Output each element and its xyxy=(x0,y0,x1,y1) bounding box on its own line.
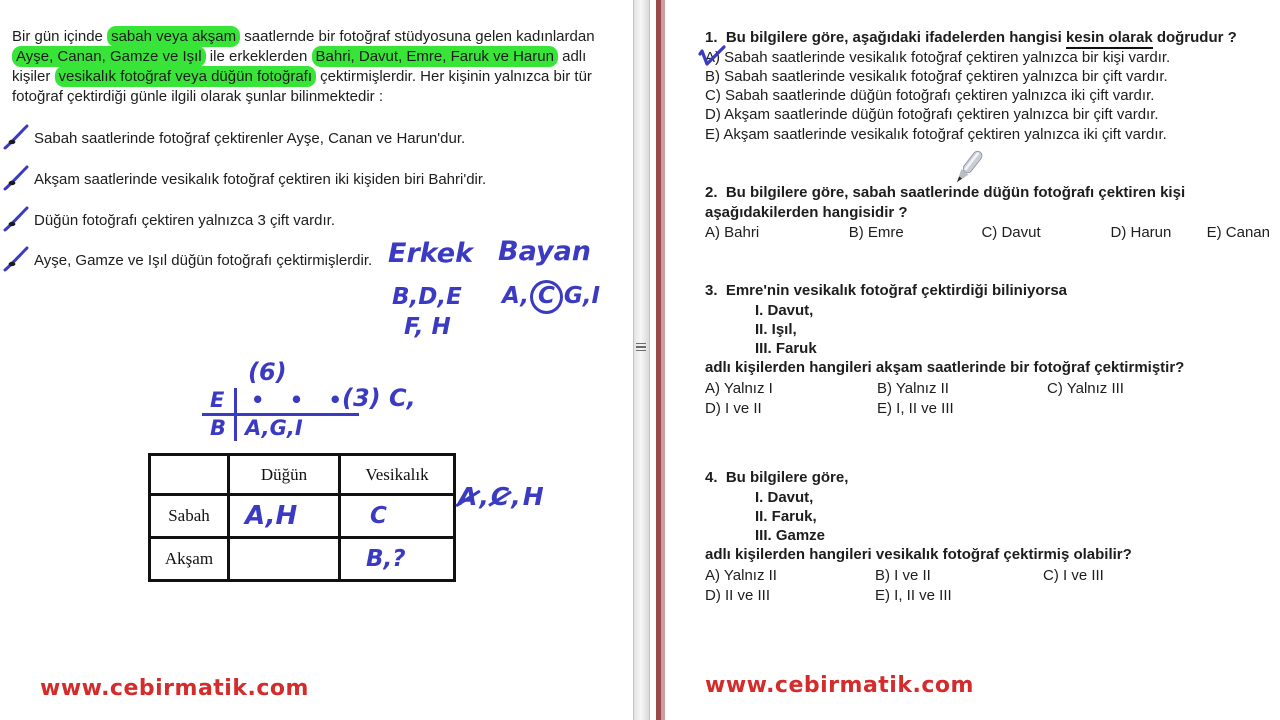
clue-item xyxy=(34,212,335,229)
handwritten-letters: G,I xyxy=(563,283,601,309)
question-3-items xyxy=(755,301,1270,359)
table-header-vesikalik: Vesikalık xyxy=(340,455,455,495)
handwritten-letter: H xyxy=(522,482,546,511)
ratio-bottom-set: A,G,I xyxy=(234,413,359,441)
clue-item xyxy=(34,130,465,147)
table-row-sabah xyxy=(150,495,455,538)
question-4-items xyxy=(755,488,1270,546)
handwritten-side-note xyxy=(458,482,546,511)
highlighted-text: sabah veya akşam xyxy=(107,26,240,47)
clue-item xyxy=(34,171,486,188)
roman-item-3: III. Gamze xyxy=(755,527,826,545)
watermark-left: www.cebirmatik.com xyxy=(40,676,309,701)
check-icon xyxy=(2,124,30,152)
highlighted-text: Bahri, Davut, Emre, Faruk ve Harun xyxy=(312,46,558,67)
roman-item-1: I. Davut, xyxy=(755,488,814,506)
table-row-aksam xyxy=(150,538,455,581)
option-a: A) Bahri xyxy=(705,224,760,241)
question-1 xyxy=(705,28,1270,144)
clue-item xyxy=(34,252,372,269)
roman-item-1: I. Davut, xyxy=(755,301,814,319)
handwritten-count-three: (3) C, xyxy=(342,384,416,412)
handwritten-erkek-set2: F, H xyxy=(404,314,451,340)
intro-text: saatlernde bir fotoğraf stüdyosuna gelen kadınlardan xyxy=(240,28,595,45)
stem-text: doğrudur ? xyxy=(1152,29,1237,46)
check-icon xyxy=(2,246,30,274)
handwritten-count-six: (6) xyxy=(248,358,287,386)
handwritten-letters: A, xyxy=(502,283,529,309)
question-3-options-row2 xyxy=(705,399,1270,418)
question-1-option-e: E) Akşam saatlerinde vesikalık fotoğraf çektiren yalnızca iki çift vardır. xyxy=(705,125,1167,143)
option-e: E) I, II ve III xyxy=(877,400,954,418)
intro-text: ile erkeklerden xyxy=(205,48,312,65)
question-1-stem xyxy=(705,28,1270,48)
option-c: C) I ve III xyxy=(1043,566,1104,584)
roman-item-2: II. Işıl, xyxy=(755,320,797,338)
clue-text: Ayşe, Gamze ve Işıl düğün fotoğrafı çektirmişlerdir. xyxy=(34,252,373,269)
question-2 xyxy=(705,183,1270,242)
option-c: C) Yalnız III xyxy=(1047,379,1124,397)
question-4-options-row2 xyxy=(705,586,1270,605)
question-4-stem: 4. Bu bilgilere göre, xyxy=(705,469,849,486)
intro-text: çektirmişlerdir. Her kişinin yalnızca bir tür xyxy=(316,68,592,85)
struck-letter: A xyxy=(458,482,480,511)
option-c: C) Davut xyxy=(981,224,1041,241)
option-d: D) II ve III xyxy=(705,587,771,605)
page-divider-line-light xyxy=(661,0,665,720)
answer-check-icon xyxy=(698,44,728,70)
option-e: E) I, II ve III xyxy=(875,587,952,605)
handwritten-cell-value: B,? xyxy=(366,546,406,572)
handwritten-cell-value: A,H xyxy=(245,501,298,531)
intro-line-4 xyxy=(12,87,612,107)
struck-letter: C xyxy=(490,482,512,511)
handwritten-ratio-diagram xyxy=(202,388,359,441)
stem-text: 1. Bu bilgilere göre, aşağıdaki ifadelerden hangisi xyxy=(705,29,1066,46)
check-icon xyxy=(2,206,30,234)
intro-line-1 xyxy=(12,27,612,47)
scrollbar-grip-icon[interactable] xyxy=(636,338,646,356)
table-header-row xyxy=(150,455,455,495)
intro-line-2 xyxy=(12,47,612,67)
question-2-stem: 2. Bu bilgilere göre, sabah saatlerinde düğün fotoğrafı çektiren kişi xyxy=(705,184,1186,201)
intro-line-3 xyxy=(12,67,612,87)
roman-item-2: II. Faruk, xyxy=(755,507,817,525)
clue-text: Sabah saatlerinde fotoğraf çektirenler Ayşe, Canan ve Harun'dur. xyxy=(34,130,466,147)
pen-cursor-icon xyxy=(949,146,987,190)
option-d: D) I ve II xyxy=(705,400,762,418)
option-b: B) Yalnız II xyxy=(877,379,949,397)
option-b: B) I ve II xyxy=(875,566,931,584)
question-3 xyxy=(705,281,1270,418)
intro-text: fotoğraf çektirdiği günle ilgili olarak şunlar bilinmektedir : xyxy=(12,88,384,105)
cell-sabah-vesikalik xyxy=(340,495,455,538)
question-2-options xyxy=(705,223,1270,242)
handwritten-bayan-set xyxy=(502,280,600,314)
option-d: D) Harun xyxy=(1110,224,1172,241)
question-1-option-d: D) Akşam saatlerinde düğün fotoğrafı çektiren yalnızca bir çift vardır. xyxy=(705,106,1159,124)
row-label: Sabah xyxy=(150,495,229,538)
clue-text: Düğün fotoğrafı çektiren yalnızca 3 çift vardır. xyxy=(34,212,335,229)
table-header-dugun: Düğün xyxy=(229,455,340,495)
handwritten-erkek-set: B,D,E xyxy=(392,284,462,310)
question-1-option-b: B) Sabah saatlerinde vesikalık fotoğraf çektiren yalnızca bir çift vardır. xyxy=(705,67,1168,85)
question-1-option-c: C) Sabah saatlerinde düğün fotoğrafı çektiren yalnızca iki çift vardır. xyxy=(705,87,1155,105)
underlined-text: kesin olarak xyxy=(1066,29,1153,49)
intro-text: adlı xyxy=(557,48,587,65)
question-3-stem: 3. Emre'nin vesikalık fotoğraf çektirdiği biliniyorsa xyxy=(705,282,1068,299)
vertical-scrollbar[interactable] xyxy=(633,0,650,720)
ratio-bottom-label: B xyxy=(202,413,234,441)
question-4-options-row1 xyxy=(705,566,1270,585)
cell-aksam-vesikalik xyxy=(340,538,455,581)
ratio-top-dots: • • • xyxy=(234,388,359,413)
intro-paragraph xyxy=(12,27,612,107)
logic-table xyxy=(148,453,456,582)
question-4-stem2: adlı kişilerden hangileri vesikalık fotoğraf çektirmiş olabilir? xyxy=(705,546,1132,564)
left-page xyxy=(0,0,632,720)
option-a: A) Yalnız I xyxy=(705,379,773,397)
option-text: A) Sabah saatlerinde vesikalık fotoğraf çektiren yalnızca bir kişi vardır. xyxy=(705,48,1171,66)
cell-sabah-dugun xyxy=(229,495,340,538)
watermark-right: www.cebirmatik.com xyxy=(705,673,974,698)
highlighted-text: Ayşe, Canan, Gamze ve Işıl xyxy=(12,46,206,67)
intro-text: Bir gün içinde xyxy=(12,28,108,45)
question-2-stem-line2: aşağıdakilerden hangisidir ? xyxy=(705,203,908,221)
option-a: A) Yalnız II xyxy=(705,566,777,584)
intro-text: kişiler xyxy=(12,68,55,85)
roman-item-3: III. Faruk xyxy=(755,340,817,358)
check-icon xyxy=(2,165,30,193)
handwritten-bayan-label: Bayan xyxy=(498,236,592,267)
clue-text: Akşam saatlerinde vesikalık fotoğraf çektiren iki kişiden biri Bahri'dir. xyxy=(34,171,487,188)
ratio-top-label: E xyxy=(210,388,225,412)
question-1-option-a xyxy=(705,48,1270,67)
question-3-options-row1 xyxy=(705,379,1270,398)
right-page xyxy=(668,0,1280,720)
option-b: B) Emre xyxy=(848,224,904,241)
row-label: Akşam xyxy=(150,538,229,581)
cell-aksam-dugun xyxy=(229,538,340,581)
handwritten-cell-value: C xyxy=(370,503,387,529)
highlighted-text: vesikalık fotoğraf veya düğün fotoğrafı xyxy=(55,66,316,87)
circled-letter: C xyxy=(530,280,563,314)
question-4 xyxy=(705,468,1270,605)
handwritten-comma: , xyxy=(479,482,491,511)
question-3-stem2: adlı kişilerden hangileri akşam saatlerinde bir fotoğraf çektirmiştir? xyxy=(705,359,1185,377)
handwritten-comma: , xyxy=(511,482,523,511)
option-e: E) Canan xyxy=(1206,224,1270,241)
table-header-empty xyxy=(150,455,229,495)
handwritten-erkek-label: Erkek xyxy=(388,238,474,269)
